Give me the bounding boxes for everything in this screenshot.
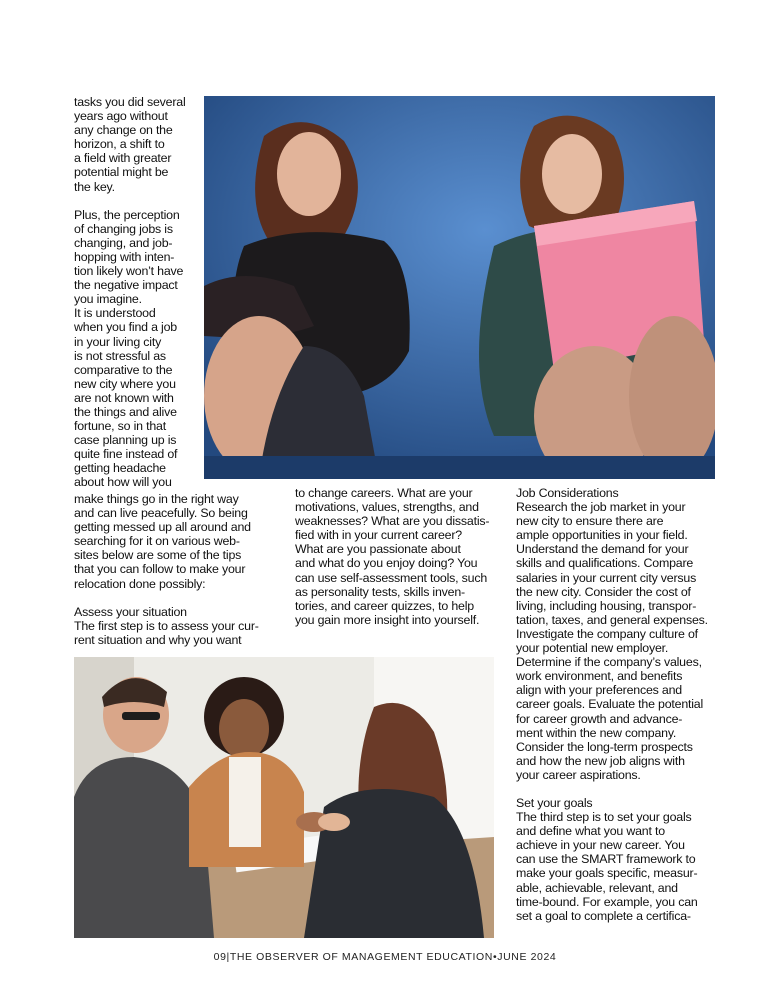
job-line: ment within the new company. [516,725,677,740]
col2-line: fied with in your current career? [295,528,462,543]
col1-bottom-line: getting messed up all around and [74,520,251,535]
col2-line: What are you passionate about [295,542,461,557]
column-3 [516,486,708,923]
job-line: the new city. Consider the cost of [516,584,691,599]
heading-assess-situation: Assess your situation [74,604,187,619]
job-line: Research the job market in your [516,500,686,515]
goals-line: achieve in your new career. You [516,838,685,853]
column-1-top [74,95,186,490]
col2-line: can use self-assessment tools, such [295,570,488,585]
job-line: Investigate the company culture of [516,626,698,641]
col2-line: as personality tests, skills inven- [295,584,465,599]
col1-mid-line: case planning up is [74,433,177,448]
job-line: your potential new employer. [516,641,669,656]
goals-line: time-bound. For example, you can [516,894,698,909]
column-2 [295,486,489,627]
col2-line: to change careers. What are your [295,486,473,500]
paragraph-job-considerations [516,500,708,782]
paragraph-set-goals [516,810,708,923]
column-1-bottom [74,492,259,647]
col1-mid-line: the negative impact [74,278,178,293]
job-line: skills and qualifications. Compare [516,556,694,571]
goals-line: and define what you want to [516,824,665,839]
col1-mid-line: Plus, the perception [74,207,180,222]
col1-mid-line: tion likely won’t have [74,264,184,279]
job-line: salaries in your current city versus [516,570,697,585]
publication-name: THE OBSERVER OF MANAGEMENT EDUCATION [229,951,493,963]
photo-two-women-seated [204,96,715,479]
col2-line: tories, and career quizzes, to help [295,598,474,613]
col1-top-line: horizon, a shift to [74,137,165,152]
paragraph-career-shift [74,95,186,194]
col1-mid-line: fortune, so in that [74,419,166,434]
page-footer: 09|THE OBSERVER OF MANAGEMENT EDUCATION•JUNE 2024 [213,951,557,963]
col1-bottom-line: sites below are some of the tips [74,548,242,563]
job-line: new city to ensure there are [516,514,664,529]
page-number: 09 [213,951,227,963]
job-line: ample opportunities in your field. [516,528,688,543]
col1-top-line: potential might be [74,165,169,180]
job-line: align with your preferences and [516,683,682,698]
col1-mid-line: getting headache [74,461,166,476]
job-line: Determine if the company’s values, [516,655,702,670]
goals-line: make your goals specific, measur- [516,866,698,881]
paragraph-assess [74,619,259,647]
goals-line: can use the SMART framework to [516,852,696,867]
col1-bottom-line: make things go in the right way [74,492,239,506]
assess-line: The first step is to assess your cur- [74,618,259,633]
paragraph-perception [74,208,186,490]
photo-office-handshake [74,657,494,938]
col1-top-line: the key. [74,179,115,194]
col1-mid-line: the things and alive [74,404,177,419]
job-line: work environment, and benefits [516,669,683,684]
col1-mid-line: changing, and job- [74,235,173,250]
col1-top-line: a field with greater [74,151,172,166]
job-line: and how the new job aligns with [516,753,685,768]
col1-top-line: years ago without [74,109,168,124]
col1-mid-line: is not stressful as [74,348,166,363]
paragraph-self-assessment [295,486,489,627]
job-line: Consider the long-term prospects [516,739,693,754]
heading-set-goals: Set your goals [516,795,593,810]
col1-bottom-line: relocation done possibly: [74,576,206,591]
col1-mid-line: you imagine. [74,292,142,307]
col1-bottom-line: and can live peacefully. So being [74,506,248,521]
col1-mid-line: in your living city [74,334,162,349]
heading-job-considerations: Job Considerations [516,486,619,500]
job-line: tation, taxes, and general expenses. [516,612,708,627]
col1-top-line: any change on the [74,123,173,138]
col2-line: and what do you enjoy doing? You [295,556,478,571]
job-line: Understand the demand for your [516,542,689,557]
assess-line: rent situation and why you want [74,632,242,647]
col1-mid-line: are not known with [74,390,174,405]
col1-mid-line: It is understood [74,306,156,321]
col1-mid-line: quite fine instead of [74,447,178,462]
col1-bottom-line: searching for it on various web- [74,534,240,549]
col2-line: you gain more insight into yourself. [295,612,480,627]
issue-date: JUNE 2024 [497,951,557,963]
col1-mid-line: about how will you [74,475,172,490]
col1-top-line: tasks you did several [74,95,186,109]
goals-line: set a goal to complete a certifica- [516,908,691,923]
col1-mid-line: new city where you [74,376,176,391]
col1-bottom-line: that you can follow to make your [74,562,246,577]
job-line: for career growth and advance- [516,711,683,726]
col1-mid-line: comparative to the [74,362,173,377]
goals-line: The third step is to set your goals [516,810,692,825]
goals-line: able, achievable, relevant, and [516,880,678,895]
col2-line: weaknesses? What are you dissatis- [295,514,490,529]
col2-line: motivations, values, strengths, and [295,500,479,515]
col1-mid-line: when you find a job [74,320,177,335]
paragraph-relocation [74,492,259,591]
col1-mid-line: of changing jobs is [74,221,173,236]
col1-mid-line: hopping with inten- [74,249,175,264]
job-line: your career aspirations. [516,767,641,782]
job-line: career goals. Evaluate the potential [516,697,704,712]
job-line: living, including housing, transpor- [516,598,697,613]
